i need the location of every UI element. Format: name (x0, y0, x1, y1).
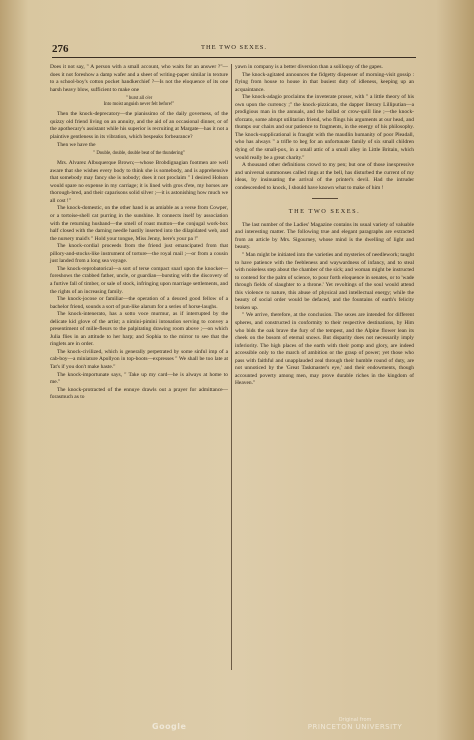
library-watermark (300, 717, 410, 731)
watermark-line: PRINCETON UNIVERSITY (307, 723, 403, 731)
paragraph: The knock-reprobatorical—a sort of terse compact snarl upon the knocker—foreshows the crabbed father, uncle, or guardian—bursting with the discovery of a furtive fall of timber, or sale of stock, infringing upon marriage settlements, and the rights of an increasing family. (50, 265, 228, 295)
paragraph: " Man might be initiated into the varieties and mysteries of needlework; taught to have patience with the feebleness and waywardness of infancy, and to steal with noiseless step about the chamber of the sick; and woman might be instructed to contend for the palm of science, to pour forth eloquence in senates, or to 'wade through fields of slaughter to a throne.' Yet revoltings of the soul would attend this violence to nature, this abuse of physical and intellectual energy; while the beauty of social order would be defaced, and the fountains of earth's felicity broken up. (235, 252, 414, 311)
page-number: 276 (52, 43, 69, 55)
paragraph: The knock-protracted of the ennuye drawls out a prayer for admittance—forasmuch as to (50, 386, 228, 401)
section-separator (312, 198, 338, 199)
verse-line: " burst all o'er (125, 96, 153, 102)
paragraph: The knock-intenerato, has a sotto voce murmur, as if interrupted by the delicate kid glove of the artist; a nimini-pimini intonation serving to convey a presentiment of mille-fleurs to the palpitating drawing room above ;—on which Julia flies in an attitude to her harp; and Sophia to the mirror to see that the ringlets are in order. (50, 311, 228, 348)
paragraph: The knock-importunate says, " Take up my card—he is always at home to me." (50, 371, 228, 386)
running-title: THE TWO SEXES. (200, 44, 268, 51)
watermark-line: Original from (338, 717, 372, 723)
page-header (52, 43, 416, 58)
paragraph: The knock-adagio proclaims the inveterate proser, with " a little theory of his own upon the currency ;" the knock-pizzicato, the dapper literary Lilliputian—a prodigious man in the annuals, and the ballad or crow-quill line ;—the knock-sforzato, some abrupt utilitarian friend, who flings his arguments at our head, and thumps our chairs and our patience to fragments, in the energy of his philosophy. The knock-supplicational is fraught with the maudlin humanity of poor Pleadall, who has always " a trifle to beg for an unfortunate family of six small children dying of the small-pox, in a small attic of a small alley in Little Britain, which would really be a great charity." (235, 94, 414, 161)
right-column (235, 64, 414, 388)
paragraph: A thousand other definitions crowd to my pen; but one of those inexpressive and universal summonses called rings at the bell, has disturbed the current of my ideas, by insinuating the arrival of the printer's devil. Had the intruder condescended to knock, I should have known what to make of him ! (235, 162, 414, 191)
paragraph: The knock-civilized, which is generally perpetrated by some sinful imp of a cab-boy—a miniature Apollyon in top-boots—expresses " We shall be too late at Tat's if you don't make haste." (50, 348, 228, 370)
paragraph: " We arrive, therefore, at the conclusion. The sexes are intended for different spheres, and constructed in conformity to their respective destinations, by Him who bids the oak brave the fury of the tempest, and the Alpine flower lean its cheek on the bosom of eternal snows. But disparity does not necessarily imply inferiority. The high places of the earth with their pomp and glory, are indeed accessible only to the march of ambition or the grasp of power; yet those who pass with faithful and unapplauded zeal through their humble round of duty, are not unnoticed by the 'Great Taskmaster's eye,' and their endowments, though accounted poverty among men, may prove durable riches in the kingdom of Heaven." (235, 312, 414, 387)
section-title: THE TWO SEXES. (288, 208, 361, 216)
verse-quote (50, 96, 228, 108)
paragraph: Then we have the (57, 141, 96, 148)
paragraph: Then the knock-deprecatory—the pianissimo of the daily governess, of the quizzy old friend living on an annuity, and the aid of an occasional dinner, or of the apothecary's assistant while his superior is recruiting at Margate—has it not a plaintive gentleness in its vibration, which bespeaks forbearance? (50, 111, 228, 141)
paragraph: The knock-jocose or familiar—the operation of a deuced good fellow of a bachelor friend, sounds a sort of pun-like alarum for a series of horse-laughs. (50, 296, 228, 310)
paragraph: The knock-agitated announces the fidgetty dispenser of morning-visit gossip : flying from house to house in that busiest duty of idleness, keeping up an acquaintance. (235, 71, 414, 93)
paragraph: The knock-domestic, on the other hand is as amiable as a verse from Cowper, or a tortoise-shell cat purring in the sunshine. It connects itself by association with the returning husband—the smell of roast mutton—the conjugal work-box half closed with the darning needle hastily inserted into the dilapidated web, and the nursery maid's " Hold your tongue, Miss Jenny, here's your pa !" (50, 205, 228, 242)
paragraph: The last number of the Ladies' Magazine contains its usual variety of valuable and interesting matter. The following true and elegant paragraphs are extracted from an article by Mrs. Sigourney, whose mind is the dwelling of light and beauty. (235, 221, 414, 251)
paragraph: The knock-cordial proceeds from the friend just emancipated from that pillory-and-stocks-like instrument of torture—the royal mail ;—or from a cousin just landed from a long sea voyage. (50, 243, 228, 265)
paragraph: yawn in company is a better diversion than a soliloquy of the gapes. (235, 64, 383, 70)
verse-quote: " Double, double, double beat of the thundering" (93, 151, 185, 157)
left-column (50, 64, 228, 402)
google-watermark: Google (152, 722, 187, 731)
verse-line: Into moist anguish never felt before!" (103, 102, 175, 108)
paragraph: Does it not say, " A person with a small account, who waits for an answer ?"—does it not foreshow a damp wafer and a sheet of writing-paper similar in texture to a school-boy's cotton pocket handkerchief ?—Is not the eloquence of its one harsh heavy blow, sufficient to make one (50, 64, 228, 93)
column-divider (231, 64, 232, 670)
paragraph: Mrs. Alvarez Albuquerque Brown;—whose Brobdignagian footmen are well aware that she wishes every body to think she is somebody, and is apprehensive that somebody may fancy she is nobody; does it not proclaim " I desired Holson would spare no expense in my carriage; it is lined with gros d'ete, my horses are thorough-bred, and their caparisons solid silver ;—it is astonishing how much we all cost !" (50, 160, 228, 204)
